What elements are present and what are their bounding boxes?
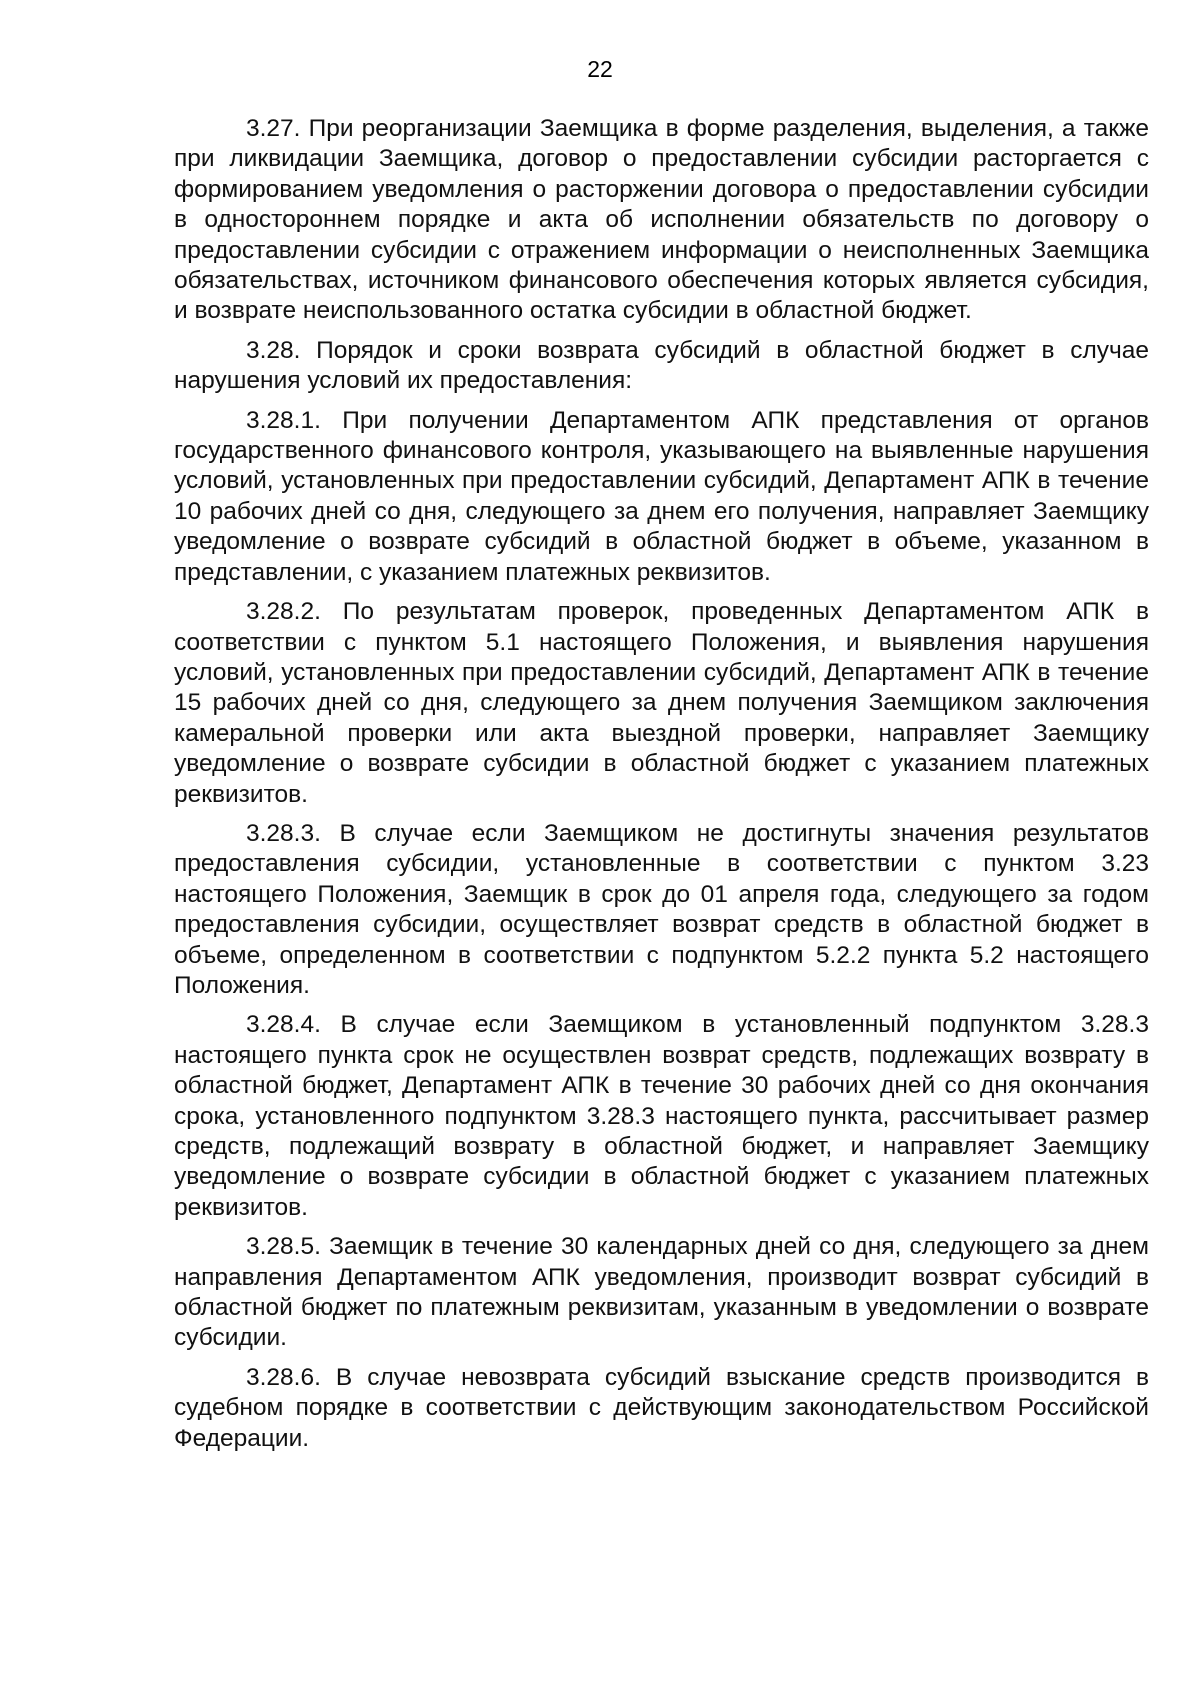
paragraph-3-28-1: 3.28.1. При получении Департаментом АПК представления от органов государственного финансового контроля, указывающего на выявленные нарушения условий, установленных при предоставлении субсидий, Департамент АПК в течение 10 рабочих дней со дня, следующего за днем его получения, направляет Заемщику уведомление о возврате субсидий в областной бюджет в объеме, указанном в представлении, с указанием платежных реквизитов. <box>174 406 1149 586</box>
document-body <box>174 114 1149 1463</box>
paragraph-3-28-3: 3.28.3. В случае если Заемщиком не достигнуты значения результатов предоставления субсидии, установленные в соответствии с пунктом 3.23 настоящего Положения, Заемщик в срок до 01 апреля года, следующего за годом предоставления субсидии, осуществляет возврат средств в областной бюджет в объеме, определенном в соответствии с подпунктом 5.2.2 пункта 5.2 настоящего Положения. <box>174 819 1149 999</box>
page-number: 22 <box>587 56 613 82</box>
paragraph-3-28-6: 3.28.6. В случае невозврата субсидий взыскание средств производится в судебном порядке в соответствии с действующим законодательством Российской Федерации. <box>174 1363 1149 1452</box>
paragraph-3-28-5: 3.28.5. Заемщик в течение 30 календарных дней со дня, следующего за днем направления Департаментом АПК уведомления, производит возврат субсидий в областной бюджет по платежным реквизитам, указанным в уведомлении о возврате субсидии. <box>174 1233 1149 1352</box>
paragraph-3-28-2: 3.28.2. По результатам проверок, проведенных Департаментом АПК в соответствии с пунктом 5.1 настоящего Положения, и выявления нарушения условий, установленных при предоставлении субсидий, Департамент АПК в течение 15 рабочих дней со дня, следующего за днем получения Заемщиком заключения камеральной проверки или акта выездной проверки, направляет Заемщику уведомление о возврате субсидии в областной бюджет с указанием платежных реквизитов. <box>174 598 1149 808</box>
paragraph-3-28: 3.28. Порядок и сроки возврата субсидий в областной бюджет в случае нарушения условий их предоставления: <box>174 336 1149 395</box>
paragraph-3-28-4: 3.28.4. В случае если Заемщиком в установленный подпунктом 3.28.3 настоящего пункта срок не осуществлен возврат средств, подлежащих возврату в областной бюджет, Департамент АПК в течение 30 рабочих дней со дня окончания срока, установленного подпунктом 3.28.3 настоящего пункта, рассчитывает размер средств, подлежащий возврату в областной бюджет, и направляет Заемщику уведомление о возврате субсидии в областной бюджет с указанием платежных реквизитов. <box>174 1011 1149 1221</box>
paragraph-3-27: 3.27. При реорганизации Заемщика в форме разделения, выделения, а также при ликвидации Заемщика, договор о предоставлении субсидии расторгается с формированием уведомления о расторжении договора о предоставлении субсидии в одностороннем порядке и акта об исполнении обязательств по договору о предоставлении субсидии с отражением информации о неисполненных Заемщика обязательствах, источником финансового обеспечения которых является субсидия, и возврате неиспользованного остатка субсидии в областной бюджет. <box>174 115 1149 325</box>
